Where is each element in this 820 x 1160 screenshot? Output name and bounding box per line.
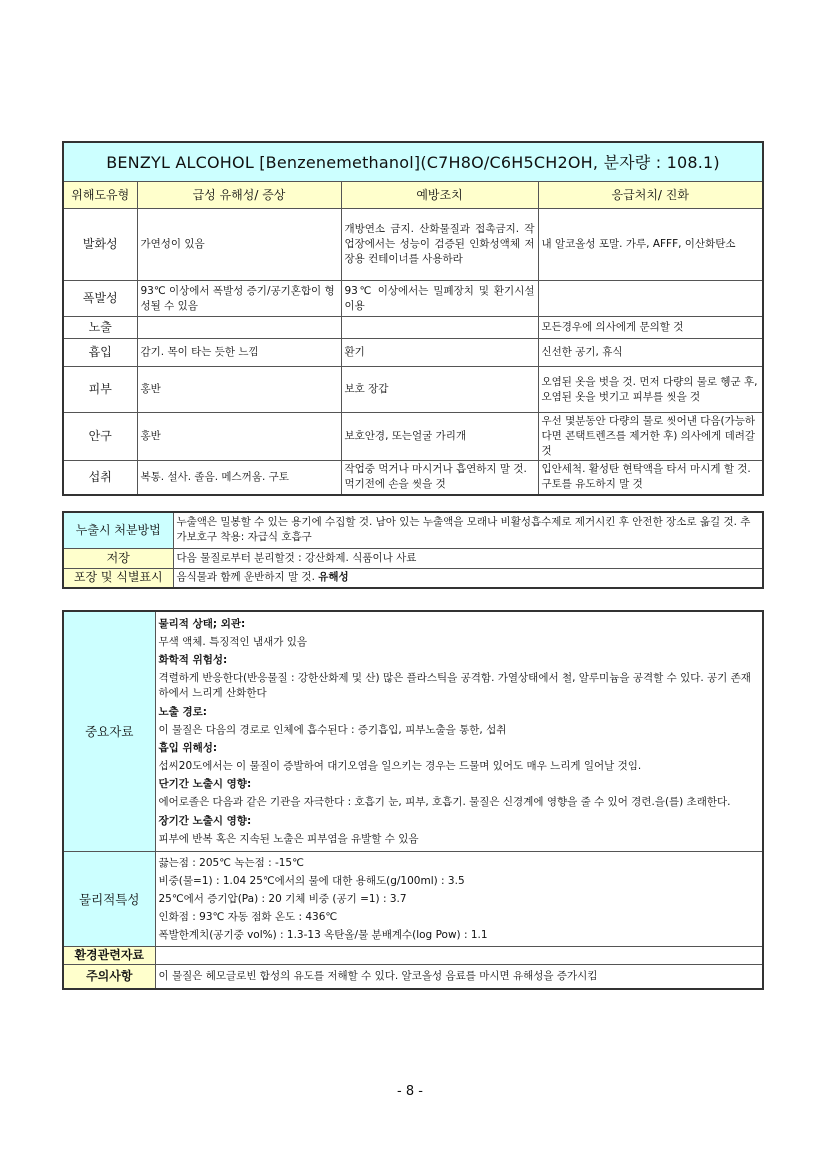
table-row: [63, 367, 763, 413]
hazard-type: 노출: [63, 317, 137, 339]
chemical-title: BENZYL ALCOHOL [Benzenemethanol](C7H8O/C6H5CH2OH, 분자량 : 108.1): [63, 142, 763, 182]
important-table: [62, 610, 764, 990]
header-aid: 응급처치/ 진화: [538, 182, 763, 209]
spill-label: 누출시 처분방법: [63, 512, 173, 548]
packing-text: 음식물과 함께 운반하지 말 것.: [176, 571, 315, 584]
hazard-symptom: 93℃ 이상에서 폭발성 증기/공기혼합이 형성될 수 있음: [137, 281, 341, 317]
caution-label: 주의사항: [63, 965, 155, 989]
table-row: [63, 317, 763, 339]
env-text: [155, 947, 763, 965]
physical-line: 25℃에서 증기압(Pa) : 20 기체 비중 (공기 =1) : 3.7: [158, 893, 407, 905]
hazard-prevention: 환기: [341, 339, 538, 367]
important-heading: 노출 경로:: [158, 706, 207, 718]
hazard-symptom: 홍반: [137, 413, 341, 461]
table-row: [63, 413, 763, 461]
important-heading: 물리적 상태; 외관:: [158, 618, 246, 630]
hazard-prevention: 개방연소 금지. 산화물질과 접촉금지. 작업장에서는 성능이 검증된 인화성액체 저장용 컨테이너를 사용하라: [341, 209, 538, 281]
table-row: [63, 339, 763, 367]
important-text: 격렬하게 반응한다(반응물질 : 강한산화제 및 산) 많은 플라스틱을 공격함. 가열상태에서 철, 알루미늄을 공격할 수 있다. 공기 존재 하에서 느리게 산화한다: [158, 672, 751, 699]
physical-line: 끓는점 : 205℃ 녹는점 : -15℃: [158, 857, 304, 869]
hazard-type: 피부: [63, 367, 137, 413]
physical-line: 인화점 : 93℃ 자동 점화 온도 : 436℃: [158, 911, 338, 923]
table-row: [63, 965, 763, 989]
important-text: 피부에 반복 혹은 지속된 노출은 피부염을 유발할 수 있음: [158, 833, 419, 845]
physical-line: 비중(물=1) : 1.04 25℃에서의 물에 대한 용해도(g/100ml) : 3.5: [158, 875, 465, 887]
important-heading: 장기간 노출시 영향:: [158, 815, 252, 827]
table-row: [63, 209, 763, 281]
important-heading: 흡입 위해성:: [158, 742, 218, 754]
hazard-aid: [538, 281, 763, 317]
hazard-symptom: [137, 317, 341, 339]
important-label: 중요자료: [63, 611, 155, 852]
hazard-aid: 입안세척. 활성탄 현탁액을 타서 마시게 할 것. 구토를 유도하지 말 것: [538, 461, 763, 495]
table-row: [63, 461, 763, 495]
hazard-header-row: [63, 182, 763, 209]
hazard-table: [62, 141, 764, 496]
important-text: 무색 액체. 특징적인 냄새가 있음: [158, 636, 308, 648]
physical-line: 폭발한계치(공기중 vol%) : 1.3-13 옥탄올/물 분배계수(log Pow) : 1.1: [158, 929, 488, 941]
caution-text: 이 물질은 헤모글로빈 합성의 유도를 저해할 수 있다. 알코올성 음료를 마시면 유해성을 증가시킴: [155, 965, 763, 989]
env-label: 환경관련자료: [63, 947, 155, 965]
hazard-aid: 모든경우에 의사에게 문의할 것: [538, 317, 763, 339]
hazard-aid: 오염된 옷을 벗을 것. 먼저 다량의 물로 헹군 후, 오염된 옷을 벗기고 피부를 씻을 것: [538, 367, 763, 413]
hazard-symptom: 감기. 목이 타는 듯한 느낌: [137, 339, 341, 367]
hazard-symptom: 홍반: [137, 367, 341, 413]
physical-label: 물리적특성: [63, 852, 155, 947]
header-prevention: 예방조치: [341, 182, 538, 209]
hazard-symptom: 복통. 설사. 졸음. 메스꺼움. 구토: [137, 461, 341, 495]
important-heading: 단기간 노출시 영향:: [158, 778, 252, 790]
important-content: [155, 611, 763, 852]
physical-content: [155, 852, 763, 947]
storage-label: 저장: [63, 548, 173, 568]
packing-label: 포장 및 식별표시: [63, 568, 173, 588]
hazard-type: 흡입: [63, 339, 137, 367]
header-type: 위해도유형: [63, 182, 137, 209]
table-row: [63, 611, 763, 852]
hazard-type: 안구: [63, 413, 137, 461]
table-row: [63, 281, 763, 317]
hazard-prevention: 보호 장갑: [341, 367, 538, 413]
hazard-symptom: 가연성이 있음: [137, 209, 341, 281]
storage-text: 다음 물질로부터 분리할것 : 강산화제. 식품이나 사료: [173, 548, 763, 568]
table-row: [63, 512, 763, 548]
page-number: - 8 -: [397, 1084, 423, 1099]
hazard-prevention: 보호안경, 또는얼굴 가리개: [341, 413, 538, 461]
important-heading: 화학적 위험성:: [158, 654, 228, 666]
hazard-type: 발화성: [63, 209, 137, 281]
important-text: 에어로졸은 다음과 같은 기관을 자극한다 : 호흡기 눈, 피부, 호흡기. 물질은 신경계에 영향을 줄 수 있어 경련.을(를) 초래한다.: [158, 796, 731, 808]
table-row: [63, 548, 763, 568]
hazard-prevention: 93℃ 이상에서는 밀폐장치 및 환기시설 이용: [341, 281, 538, 317]
hazard-prevention: [341, 317, 538, 339]
hazard-type: 섭취: [63, 461, 137, 495]
hazard-aid: 신선한 공기, 휴식: [538, 339, 763, 367]
handling-table: [62, 511, 764, 589]
important-text: 섭씨20도에서는 이 물질이 증발하여 대기오염을 일으키는 경우는 드물며 있어도 매우 느리게 일어날 것임.: [158, 760, 642, 772]
hazard-aid: 내 알코올성 포말. 가루, AFFF, 이산화탄소: [538, 209, 763, 281]
hazard-type: 폭발성: [63, 281, 137, 317]
table-row: [63, 852, 763, 947]
table-row: [63, 947, 763, 965]
table-row: [63, 568, 763, 588]
header-symptom: 급성 유해성/ 증상: [137, 182, 341, 209]
hazard-prevention: 작업중 먹거나 마시거나 흡연하지 말 것. 먹기전에 손을 씻을 것: [341, 461, 538, 495]
packing-bold-text: 유해성: [318, 571, 349, 584]
important-text: 이 물질은 다음의 경로로 인체에 흡수된다 : 증기흡입, 피부노출을 통한, 섭취: [158, 724, 507, 736]
spill-text: 누출액은 밀봉할 수 있는 용기에 수집할 것. 남아 있는 누출액을 모래나 비활성흡수제로 제거시킨 후 안전한 장소로 옮길 것. 추가보호구 착용: 자급식 호흡구: [173, 512, 763, 548]
hazard-aid: 우선 몇분동안 다량의 물로 씻어낸 다음(가능하다면 콘택트렌즈를 제거한 후) 의사에게 데려갈 것: [538, 413, 763, 461]
packing-cell: [173, 568, 763, 588]
